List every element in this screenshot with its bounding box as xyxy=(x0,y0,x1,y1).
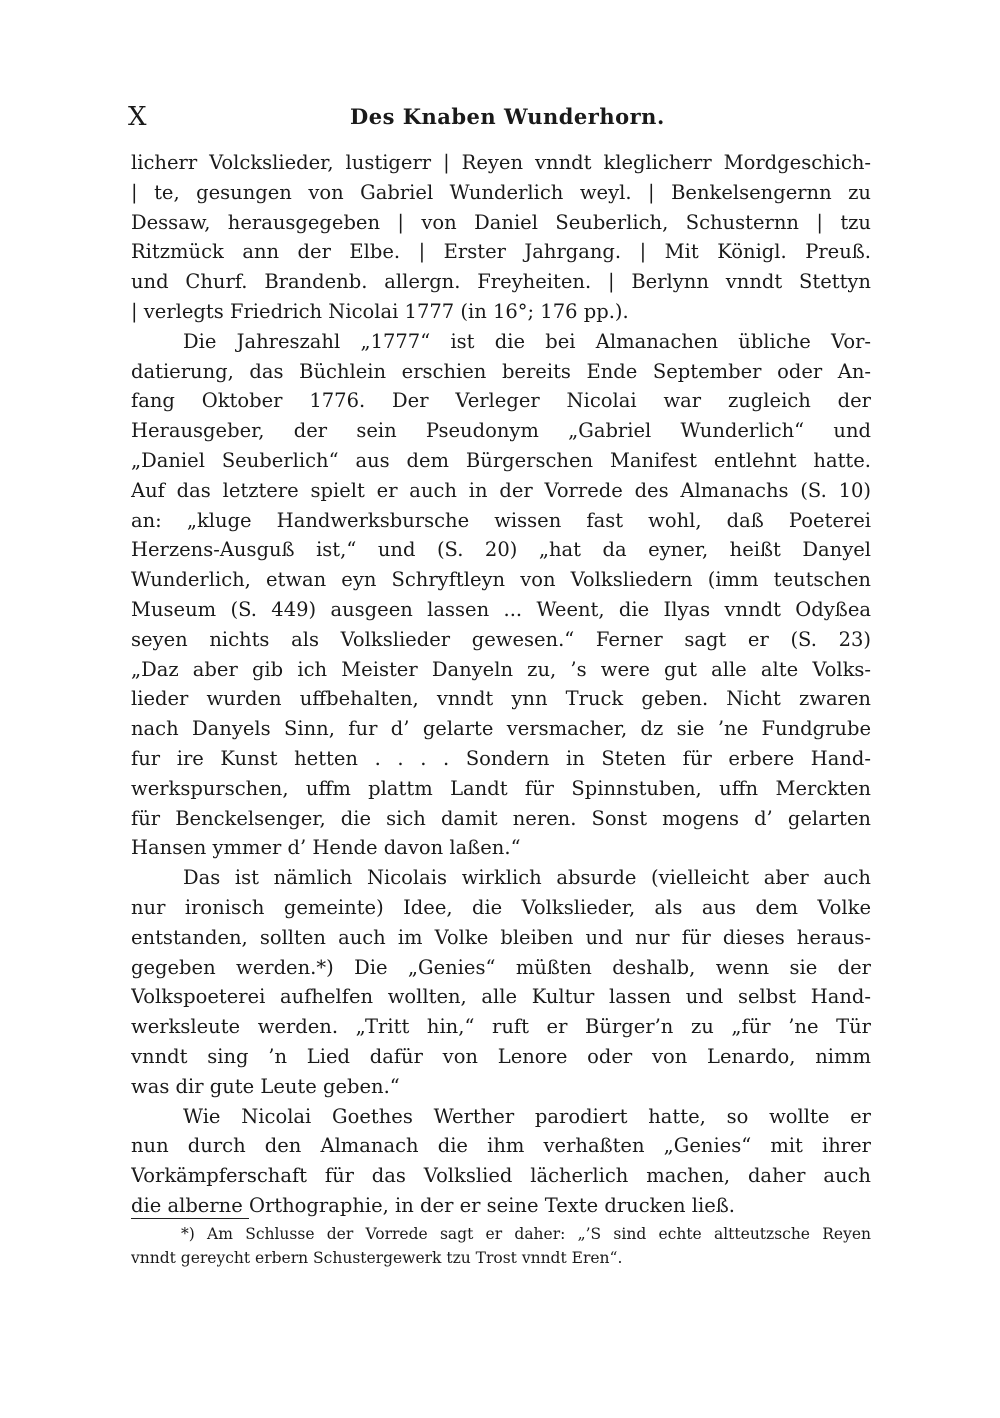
text-line: nun durch den Almanach die ihm verhaßten „Genies“ mit ihrer xyxy=(131,1134,871,1158)
text-line: lieder wurden uffbehalten, vnndt ynn Truck geben. Nicht zwaren xyxy=(131,687,871,711)
text-line: Hansen ymmer d’ Hende davon laßen.“ xyxy=(131,836,521,860)
text-line: Ritzmück ann der Elbe. | Erster Jahrgang. | Mit Königl. Preuß. xyxy=(131,240,871,264)
text-line: die alberne Orthographie, in der er seine Texte drucken ließ. xyxy=(131,1193,735,1217)
text-line: werkspurschen, uffm plattm Landt für Spinnstuben, uffn Merckten xyxy=(131,776,871,800)
text-line: „Daniel Seuberlich“ aus dem Bürgerschen Manifest entlehnt hatte. xyxy=(131,448,871,472)
page-number: X xyxy=(128,102,148,132)
text-line: werksleute werden. „Tritt hin,“ ruft er Bürger’n zu „für ’ne Tür xyxy=(131,1015,871,1039)
text-line: was dir gute Leute geben.“ xyxy=(131,1074,400,1098)
text-line: | verlegts Friedrich Nicolai 1777 (in 16°; 176 pp.). xyxy=(131,299,629,323)
text-line: an: „kluge Handwerksbursche wissen fast wohl, daß Poeterei xyxy=(131,508,871,532)
footnote-divider xyxy=(131,1218,249,1219)
text-line: seyen nichts als Volkslieder gewesen.“ Ferner sagt er (S. 23) xyxy=(131,627,871,651)
text-line: Wie Nicolai Goethes Werther parodiert hatte, so wollte er xyxy=(183,1104,871,1128)
text-line: „Daz aber gib ich Meister Danyeln zu, ’s were gut alle alte Volks- xyxy=(131,657,871,681)
text-line: gegeben werden.*) Die „Genies“ müßten deshalb, wenn sie der xyxy=(131,955,871,979)
text-line: Volkspoeterei aufhelfen wollten, alle Kultur lassen und selbst Hand- xyxy=(131,985,871,1009)
text-line: entstanden, sollten auch im Volke bleiben und nur für dieses heraus- xyxy=(131,925,871,949)
footnote-line: *) Am Schlusse der Vorrede sagt er daher: „’S sind echte altteutzsche Reyen xyxy=(181,1225,871,1243)
text-line: nach Danyels Sinn, fur d’ gelarte versmacher, dz sie ’ne Fundgrube xyxy=(131,717,871,741)
text-line: nur ironisch gemeinte) Idee, die Volkslieder, als aus dem Volke xyxy=(131,895,871,919)
text-line: Herausgeber, der sein Pseudonym „Gabriel Wunderlich“ und xyxy=(131,419,871,443)
main-text xyxy=(131,148,871,1221)
text-line: Herzens-Ausguß ist,“ und (S. 20) „hat da eyner, heißt Danyel xyxy=(131,538,871,562)
text-line: Auf das letztere spielt er auch in der Vorrede des Almanachs (S. 10) xyxy=(131,478,871,502)
text-line: | te, gesungen von Gabriel Wunderlich weyl. | Benkelsengernn zu xyxy=(131,180,871,204)
text-line: Museum (S. 449) ausgeen lassen ... Weent, die Ilyas vnndt Odyßea xyxy=(131,597,871,621)
text-line: datierung, das Büchlein erschien bereits Ende September oder An- xyxy=(131,359,871,383)
text-line: Wunderlich, etwan eyn Schryftleyn von Volksliedern (imm teutschen xyxy=(131,568,871,592)
text-line: Dessaw, herausgegeben | von Daniel Seuberlich, Schusternn | tzu xyxy=(131,210,871,234)
text-line: für Benckelsenger, die sich damit neren. Sonst mogens d’ gelarten xyxy=(131,806,871,830)
footnote xyxy=(131,1222,871,1270)
text-line: und Churf. Brandenb. allergn. Freyheiten. | Berlynn vnndt Stettyn xyxy=(131,270,871,294)
text-line: Das ist nämlich Nicolais wirklich absurde (vielleicht aber auch xyxy=(183,866,871,890)
text-line: Vorkämpferschaft für das Volkslied lächerlich machen, daher auch xyxy=(131,1164,871,1188)
text-line: Die Jahreszahl „1777“ ist die bei Almanachen übliche Vor- xyxy=(183,329,871,353)
running-head: Des Knaben Wunderhorn. xyxy=(350,104,665,129)
text-line: fur ire Kunst hetten . . . . Sondern in Steten für erbere Hand- xyxy=(131,746,871,770)
footnote-line: vnndt gereycht erbern Schustergewerk tzu Trost vnndt Eren“. xyxy=(131,1249,623,1267)
text-line: fang Oktober 1776. Der Verleger Nicolai war zugleich der xyxy=(131,389,871,413)
text-line: vnndt sing ’n Lied dafür von Lenore oder von Lenardo, nimm xyxy=(131,1044,871,1068)
text-line: licherr Volckslieder, lustigerr | Reyen vnndt kleglicherr Mordgeschich- xyxy=(131,151,871,174)
